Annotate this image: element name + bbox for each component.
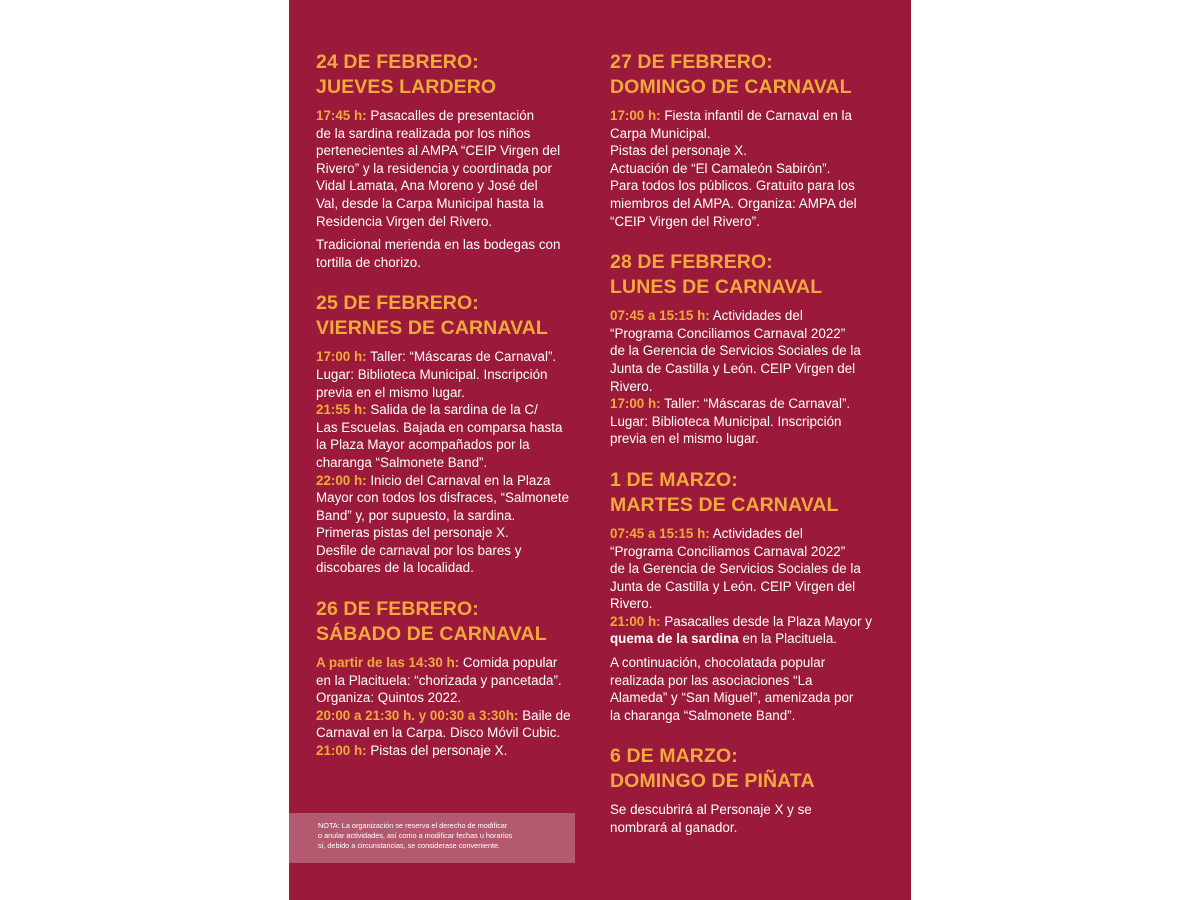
event-text: en la Placituela: “chorizada y pancetada”. [316,672,562,688]
event-text: Pasacalles de presentación [366,108,535,123]
event-text: nombrará al ganador. [610,820,738,836]
event-text: “Programa Conciliamos Carnaval 2022” [610,325,846,341]
event-text: Junta de Castilla y León. CEIP Virgen del [610,360,856,376]
day-date: 25 DE FEBRERO: [316,292,479,315]
event-paragraph [610,801,890,836]
event-text: Se descubrirá al Personaje X y se [610,802,812,818]
event-text: tortilla de chorizo. [316,254,421,270]
event-time: 21:00 h: [610,613,661,629]
day-date: 24 DE FEBRERO: [316,51,479,73]
day-name: MARTES DE CARNAVAL [610,493,839,516]
day-heading [610,744,890,794]
event-text: Vidal Lamata, Ana Moreno y José del [316,178,538,194]
event-text: Band” y, por supuesto, la sardina. [316,507,516,523]
day-name: JUEVES LARDERO [316,76,497,98]
day-section-feb-25 [316,291,591,577]
event-entry [316,707,591,742]
event-text: Pasacalles desde la Plaza Mayor y [660,613,872,629]
event-text: Taller: “Máscaras de Carnaval”. [366,349,557,365]
event-text: Pistas del personaje X. [366,743,508,759]
event-text: Actividades del [709,308,803,324]
event-text: la Plaza Mayor acompañados por la [316,437,530,453]
event-text: “CEIP Virgen del Rivero”. [610,213,760,229]
note-line: si, debido a circunstancias, se considerase conveniente. [318,841,501,850]
event-text: pertenecientes al AMPA “CEIP Virgen del [316,143,561,159]
day-name: DOMINGO DE PIÑATA [610,770,815,793]
event-highlight: quema de la sardina [610,631,739,647]
event-entry [610,107,890,230]
event-text: Fiesta infantil de Carnaval en la [660,108,852,123]
day-date: 1 DE MARZO: [610,468,738,491]
event-time: A partir de las 14:30 h: [316,655,460,671]
day-heading [316,291,591,341]
event-entry [316,742,591,760]
day-heading [610,250,890,300]
event-text: Junta de Castilla y León. CEIP Virgen del [610,578,856,594]
event-text: Actuación de “El Camaleón Sabirón”. [610,160,831,176]
event-text: Organiza: Quintos 2022. [316,690,462,706]
event-text: Carpa Municipal. [610,125,711,141]
event-text: Carnaval en la Carpa. Disco Móvil Cubic. [316,725,561,741]
event-text: previa en el mismo lugar. [610,431,759,447]
event-text: “Programa Conciliamos Carnaval 2022” [610,543,846,559]
event-time: 22:00 h: [316,472,367,488]
event-text: miembros del AMPA. Organiza: AMPA del [610,195,857,211]
day-name: SÁBADO DE CARNAVAL [316,623,547,646]
event-time: 07:45 a 15:15 h: [610,525,710,541]
event-text: Desfile de carnaval por los bares y [316,542,522,558]
event-text: Salida de la sardina de la C/ [366,402,538,418]
event-text: de la Gerencia de Servicios Sociales de la [610,561,861,577]
event-entry [316,472,591,578]
left-column [316,50,591,780]
event-time: 17:00 h: [316,349,367,365]
event-text: Pistas del personaje X. [610,143,747,159]
day-name: VIERNES DE CARNAVAL [316,317,548,340]
event-text: realizada por las asociaciones “La [610,672,813,688]
event-entry [316,348,591,401]
event-text: de la Gerencia de Servicios Sociales de la [610,343,861,359]
day-section-mar-6 [610,744,890,836]
day-date: 6 DE MARZO: [610,745,738,768]
day-section-feb-24 [316,50,591,271]
event-entry [610,525,890,613]
event-entry [316,654,591,707]
event-text: charanga “Salmonete Band”. [316,454,488,470]
event-text: en la Placituela. [738,631,838,647]
event-text: discobares de la localidad. [316,560,474,576]
event-text: Para todos los públicos. Gratuito para los [610,178,855,194]
event-paragraph [610,654,890,724]
event-time: 20:00 a 21:30 h. y 00:30 a 3:30h: [316,707,519,723]
event-text: Actividades del [709,525,803,541]
carnival-program-poster [289,0,911,900]
event-text: Lugar: Biblioteca Municipal. Inscripción [316,366,548,382]
day-section-feb-27 [610,50,890,230]
event-text: la charanga “Salmonete Band”. [610,707,796,723]
event-text: Residencia Virgen del Rivero. [316,213,493,229]
event-time: 07:45 a 15:15 h: [610,308,710,324]
event-entry [610,307,890,395]
day-name: DOMINGO DE CARNAVAL [610,76,852,98]
event-text: Rivero” y la residencia y coordinada por [316,160,552,176]
event-text: Primeras pistas del personaje X. [316,525,509,541]
day-section-feb-28 [610,250,890,448]
day-section-mar-1 [610,468,890,725]
disclaimer-note [289,813,575,863]
event-text: Las Escuelas. Bajada en comparsa hasta [316,419,563,435]
event-time: 17:45 h: [316,108,367,123]
event-text: Mayor con todos los disfraces, “Salmonete [316,490,570,506]
event-text: Baile de [518,707,571,723]
day-heading [610,50,890,100]
day-date: 28 DE FEBRERO: [610,251,773,274]
event-text: A continuación, chocolatada popular [610,655,826,671]
event-text-line [610,630,890,648]
event-time: 21:00 h: [316,743,367,759]
event-text: Comida popular [459,655,558,671]
note-line: NOTA: La organización se reserva el derecho de modificar [318,821,508,830]
event-entry [610,613,890,648]
event-text: Rivero. [610,596,653,612]
event-paragraph [316,236,591,271]
right-column [610,50,890,857]
day-heading [316,597,591,647]
event-text: de la sardina realizada por los niños [316,125,531,141]
day-heading [316,50,591,100]
event-text: previa en el mismo lugar. [316,384,465,400]
event-text: Val, desde la Carpa Municipal hasta la [316,195,544,211]
event-time: 17:00 h: [610,108,661,123]
day-section-feb-26 [316,597,591,760]
event-text: Taller: “Máscaras de Carnaval”. [660,396,851,412]
event-text: Alameda” y “San Miguel”, amenizada por [610,690,854,706]
day-heading [610,468,890,518]
event-time: 17:00 h: [610,396,661,412]
day-name: LUNES DE CARNAVAL [610,276,823,299]
day-date: 26 DE FEBRERO: [316,598,479,621]
event-text: Rivero. [610,378,653,394]
event-text: Lugar: Biblioteca Municipal. Inscripción [610,413,842,429]
event-entry [316,401,591,471]
event-time: 21:55 h: [316,402,367,418]
event-entry [610,395,890,448]
event-text: Inicio del Carnaval en la Plaza [366,472,551,488]
note-line: o anular actividades, así como a modificar fechas u horarios [318,831,513,840]
event-entry [316,107,591,230]
event-text: Tradicional merienda en las bodegas con [316,237,561,253]
day-date: 27 DE FEBRERO: [610,51,773,73]
